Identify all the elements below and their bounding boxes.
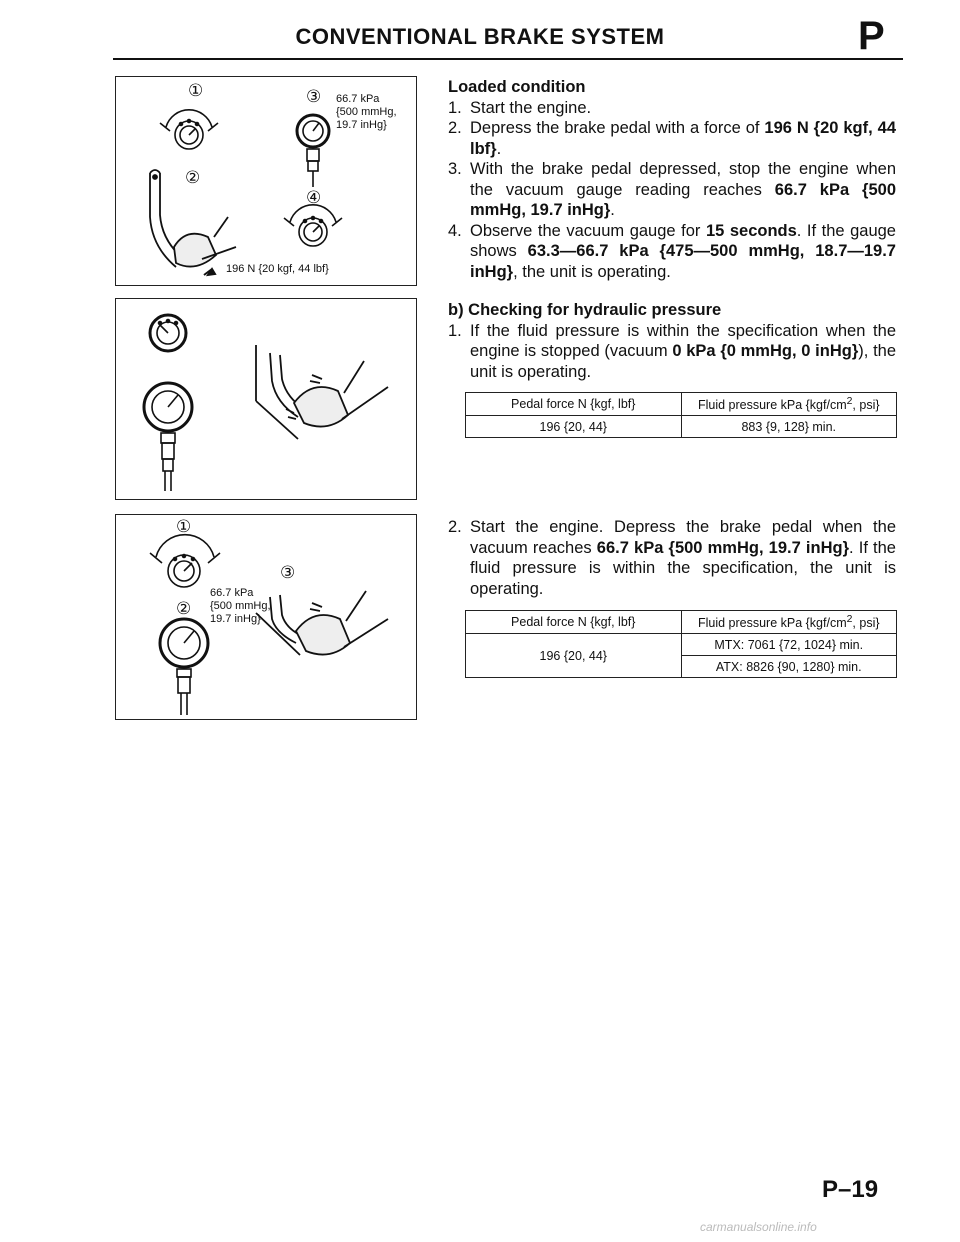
pressure-gauge-icon [144,383,192,491]
step-text-end: . [496,139,502,158]
step-text: With the brake pedal depressed, stop the engine when the vacuum gauge reading reaches [470,160,896,199]
header-fluid-pressure: Fluid pressure kPa {$kgf/cm^2$, psi} [681,393,897,416]
gauge-reading-label-1: 66.7 kPa [210,587,254,599]
step-number: 1. [448,98,462,117]
table-row [466,416,897,438]
cell-fluid-pressure: 883 {9, 128} min. [681,416,897,438]
table-header-row [466,393,897,416]
force-label: 196 N {20 kgf, 44 lbf} [226,263,329,275]
gauge-reading-label-3: 19.7 inHg} [210,613,261,625]
cell-atx-pressure: ATX: 8826 {90, 1280} min. [681,656,897,678]
step-text: If the fluid pressure is within the specification when the engine is stopped (vacuum [470,321,896,360]
step-spec-duration: 15 seconds [705,221,797,240]
gauge-reading-label-3: 19.7 inHg} [336,119,387,131]
hydraulic-step-1 [448,321,896,383]
step-number: 1. [448,321,462,340]
pressure-gauge-icon [297,115,329,187]
spec-table-engine-stopped [465,392,897,438]
hydraulic-section [448,300,896,382]
cell-pedal-force: 196 {20, 44} [466,634,682,678]
header-rule [113,58,903,60]
table-header-row [466,611,897,634]
header-pedal-force: Pedal force N {kgf, lbf} [466,611,682,634]
callout-4: ④ [306,188,322,208]
vacuum-gauge-icon [150,535,220,587]
force-arrow-icon [204,269,215,275]
hydraulic-heading: b) Checking for hydraulic pressure [448,301,722,319]
gauge-reading-label-2: {500 mmHg, [336,106,397,118]
step-text-end: ), the unit is operating. [470,342,897,381]
gauge-reading-label-2: {500 mmHg, [210,600,271,612]
figure-2-drawing [116,299,416,499]
vacuum-gauge-icon [160,110,218,149]
callout-1: ① [176,517,192,537]
step-number: 4. [448,221,462,240]
figure-3-drawing [116,515,416,719]
step-text-end: . If the fluid pressure is within the specification, the unit is operating. [470,538,896,598]
page-title: CONVENTIONAL BRAKE SYSTEM [295,24,665,49]
callout-2: ② [176,599,192,619]
step-spec-range: 63.3—66.7 kPa {475—500 mmHg, 18.7—19.7 inHg} [470,242,896,281]
step-spec-value: 66.7 kPa {500 mmHg, 19.7 inHg} [470,180,896,219]
step-number: 2. [448,518,462,536]
step-spec-value: 66.7 kPa {500 mmHg, 19.7 inHg} [596,538,850,557]
vacuum-gauge-icon [150,315,186,351]
callout-1: ① [188,81,204,101]
brake-pedal-icon [256,345,388,439]
loaded-step-3 [448,159,896,221]
figure-loaded-condition [115,76,417,286]
step-text: Start the engine. Depress the brake pedal when the vacuum reaches [470,518,896,557]
step-text-end: . [610,201,615,219]
step-spec-value: 0 kPa {0 mmHg, 0 inHg} [672,342,859,360]
cell-mtx-pressure: MTX: 7061 {72, 1024} min. [681,634,897,656]
gauge-reading-label-1: 66.7 kPa [336,93,380,105]
loaded-step-2 [448,118,896,159]
spec-table-engine-running [465,610,897,678]
pressure-gauge-icon [160,619,208,715]
hydraulic-step-2 [448,517,896,599]
section-letter: P [858,14,885,58]
step-number: 3. [448,160,462,178]
step-text-mid: . If the gauge shows [470,221,896,260]
vacuum-gauge-lower-icon [284,205,342,246]
figure-hydraulic-engine-stopped [115,298,417,500]
step-number: 2. [448,119,462,137]
table-row [466,634,897,656]
header-fluid-pressure: Fluid pressure kPa {$kgf/cm^2$, psi} [681,611,897,634]
loaded-condition-section [448,77,896,282]
step-text-end: , the unit is operating. [513,262,671,281]
step-spec-value: 196 N {20 kgf, 44 lbf} [470,119,896,158]
cell-pedal-force: 196 {20, 44} [466,416,682,438]
callout-2: ② [185,168,201,188]
step-text: Observe the vacuum gauge for [470,221,706,240]
loaded-step-1 [448,98,896,119]
header-pedal-force: Pedal force N {kgf, lbf} [466,393,682,416]
step-text: Start the engine. [470,98,592,117]
hydraulic-step-2-section [448,517,896,599]
brake-pedal-icon [256,591,388,655]
callout-3: ③ [306,87,322,107]
loaded-condition-heading: Loaded condition [448,78,586,96]
step-text: Depress the brake pedal with a force of [470,119,765,137]
callout-3: ③ [280,563,296,583]
page-number: P–19 [822,1176,879,1203]
watermark: carmanualsonline.info [700,1220,817,1234]
loaded-step-4 [448,221,896,283]
figure-hydraulic-engine-running [115,514,417,720]
